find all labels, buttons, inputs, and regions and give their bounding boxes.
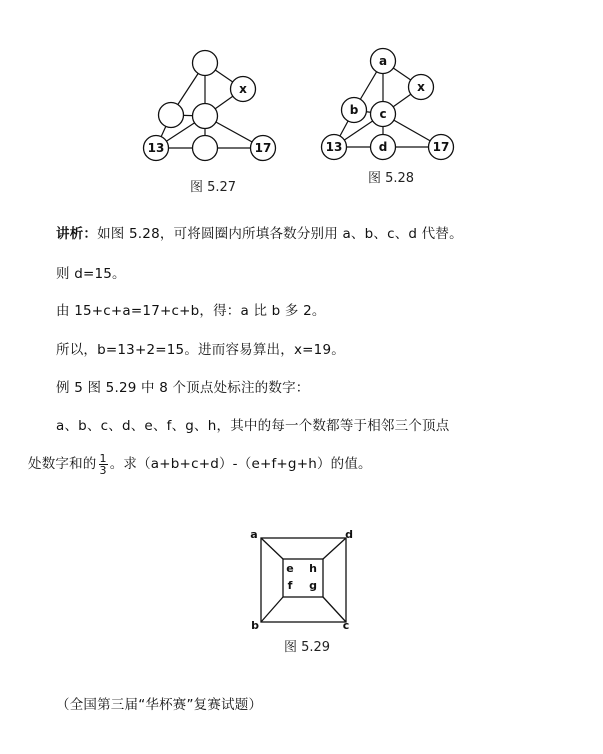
figure-5-29-caption: 图 5.29 [284, 640, 331, 655]
fig528-label-x: x [417, 80, 425, 94]
analysis-step3: 所以，b=13+2=15。进而容易算出，x=19。 [56, 342, 345, 358]
analysis-intro-line [56, 222, 463, 242]
fig529-label-e: e [286, 562, 294, 575]
fig529-label-c: c [342, 619, 350, 631]
figure-5-29 [245, 526, 360, 631]
analysis-heading: 讲析： [56, 226, 98, 242]
fraction-one-third [99, 453, 108, 476]
figure-5-27 [135, 40, 285, 170]
fig529-label-g: g [309, 579, 317, 592]
fraction-denominator: 3 [99, 463, 107, 477]
figure-5-29-graph [245, 526, 360, 631]
analysis-intro: 如图 5.28，可将圆圈内所填各数分别用 a、b、c、d 代替。 [97, 226, 463, 242]
analysis-step1: 则 d=15。 [56, 266, 126, 282]
fraction-numerator: 1 [99, 451, 107, 465]
figure-5-27-graph [135, 40, 285, 170]
example-line-3-prefix: 处数字和的 [28, 456, 97, 472]
example-line-2: a、b、c、d、e、f、g、h，其中的每一个数都等于相邻三个顶点 [56, 418, 450, 434]
fig529-label-h: h [309, 562, 317, 575]
fig529-label-a: a [250, 528, 258, 541]
figure-5-28-caption: 图 5.28 [368, 171, 415, 186]
fig527-label-17: 17 [254, 141, 272, 155]
fig528-label-17: 17 [432, 140, 450, 154]
figure-5-27-caption: 图 5.27 [190, 180, 237, 195]
fig527-label-13: 13 [147, 141, 165, 155]
fig528-label-d: d [378, 140, 388, 154]
fig528-label-b: b [349, 103, 359, 117]
figure-5-28-graph [313, 40, 463, 170]
fig529-label-b: b [251, 619, 259, 631]
fig527-label-x: x [239, 82, 247, 96]
fig529-label-d: d [345, 528, 353, 541]
fig529-label-f: f [287, 579, 293, 592]
analysis-step2: 由 15+c+a=17+c+b，得：a 比 b 多 2。 [56, 303, 326, 319]
fig528-label-a: a [378, 54, 388, 68]
example-line-3-suffix: 。求（a+b+c+d）-（e+f+g+h）的值。 [109, 456, 372, 472]
fig528-label-c: c [379, 107, 387, 121]
example-line-3 [28, 452, 372, 476]
source-note: （全国第三届“华杯赛”复赛试题） [56, 697, 263, 713]
figure-5-28 [313, 40, 463, 170]
fig528-label-13: 13 [325, 140, 343, 154]
example-line-1: 例 5 图 5.29 中 8 个顶点处标注的数字： [56, 380, 310, 396]
